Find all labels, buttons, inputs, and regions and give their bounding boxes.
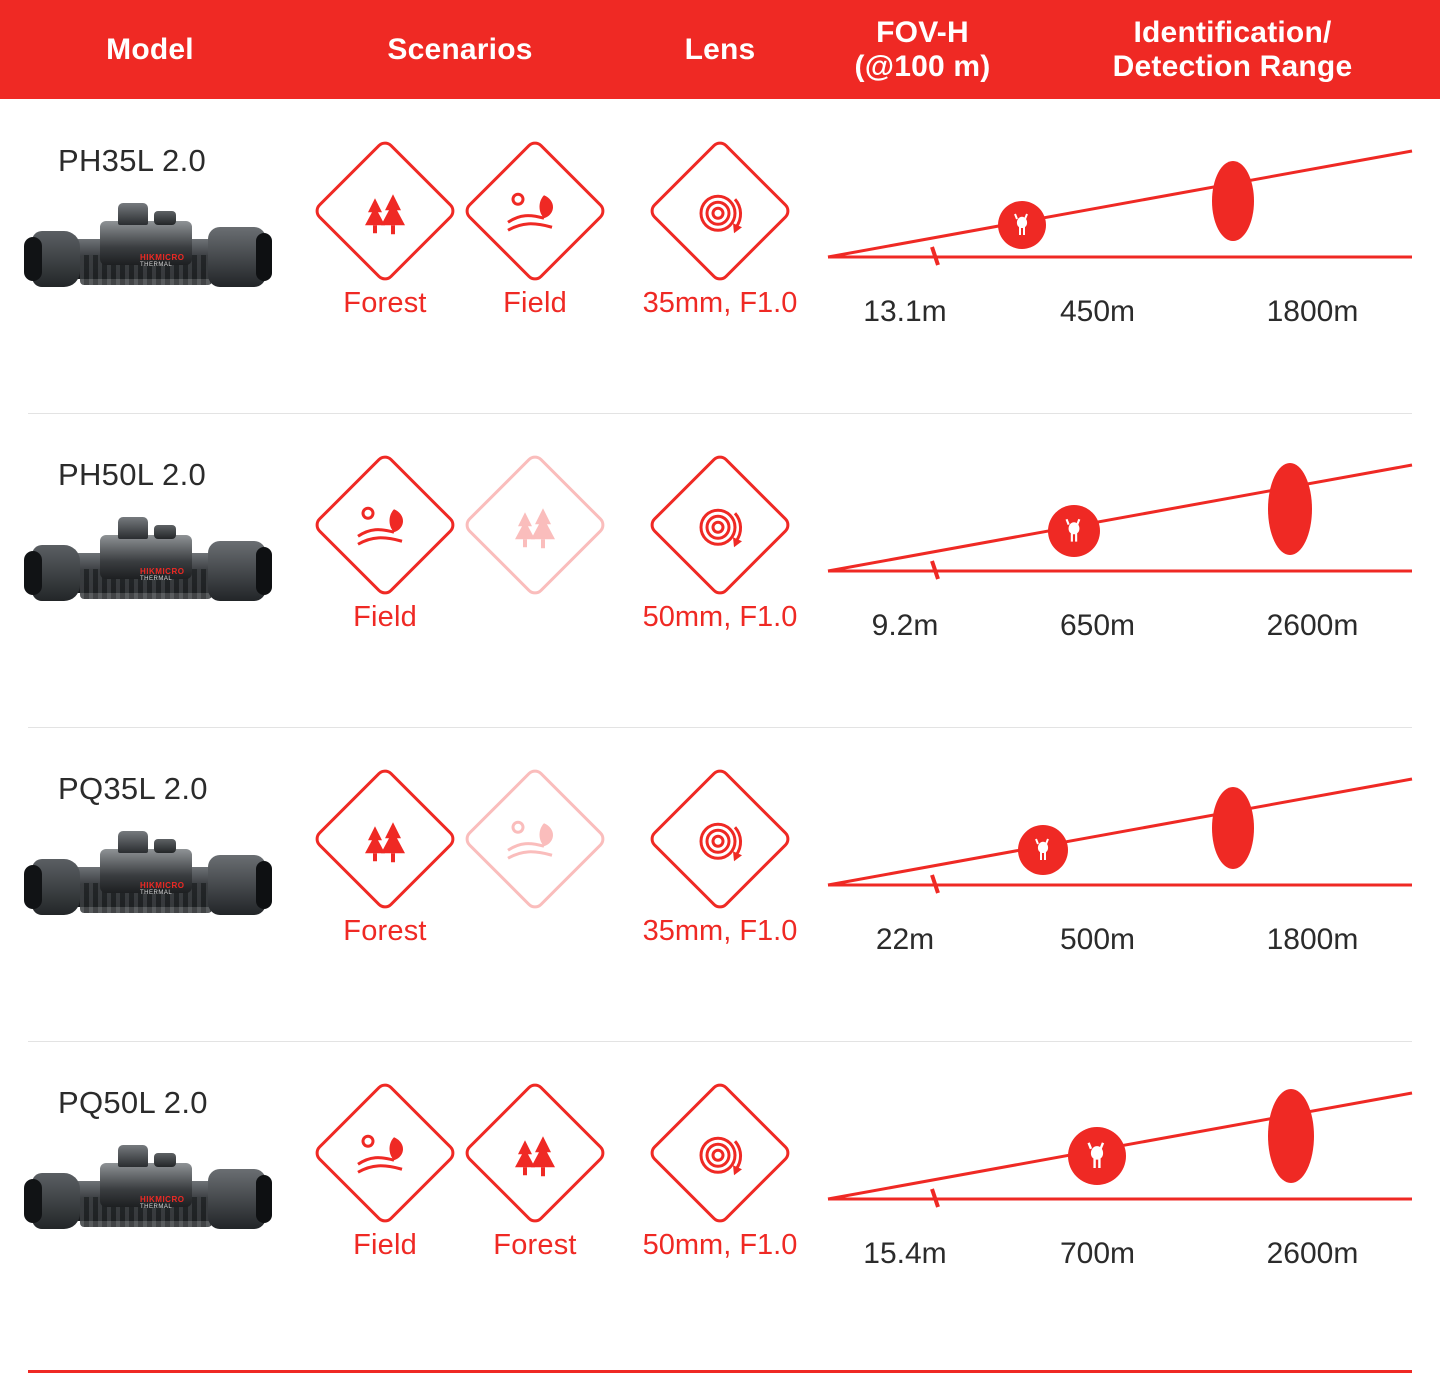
model-name: PQ50L 2.0 (58, 1085, 208, 1120)
range-diagram (820, 767, 1420, 917)
range-values (820, 1237, 1420, 1271)
lens-cell (620, 1041, 820, 1262)
table-row (0, 1041, 1440, 1355)
range-values (820, 923, 1420, 957)
scenario-label: Field (353, 1229, 417, 1261)
lens-aperture-icon (646, 1079, 793, 1226)
header-fov-h (820, 16, 1025, 83)
identification-marker (1068, 1127, 1126, 1185)
lens-cell (620, 99, 820, 320)
identification-marker (1018, 825, 1068, 875)
field-sun-icon (311, 451, 458, 598)
header-fov-line2: (@100 m) (854, 49, 991, 83)
detection-marker (1268, 463, 1312, 555)
header-range (1025, 16, 1440, 83)
range-diagram (820, 1081, 1420, 1231)
device-image: HIKMICRO THERMAL (0, 1143, 300, 1253)
field-sun-icon (461, 765, 608, 912)
scenario-field[interactable] (321, 1089, 449, 1262)
scenario-label: Forest (343, 287, 427, 319)
forest-trees-icon (311, 765, 458, 912)
model-cell (0, 413, 300, 625)
header-range-line2: Detection Range (1112, 49, 1353, 83)
fov-h-value: 15.4m (863, 1237, 947, 1270)
range-cell (820, 727, 1440, 957)
model-cell (0, 1041, 300, 1253)
header-fov-line1: FOV-H (876, 15, 969, 49)
range-cell (820, 1041, 1440, 1271)
identification-marker (998, 201, 1046, 249)
lens-aperture-icon (646, 765, 793, 912)
identification-range-value: 700m (1059, 1237, 1136, 1270)
identification-range-value: 500m (1059, 923, 1136, 956)
scenarios-cell (300, 413, 620, 634)
scenario-forest[interactable] (321, 147, 449, 320)
table-row (0, 99, 1440, 413)
scenario-forest-disabled[interactable] (471, 461, 599, 634)
forest-trees-icon (461, 451, 608, 598)
range-values (820, 609, 1420, 643)
detection-marker (1212, 787, 1254, 869)
header-range-line1: Identification/ (1133, 15, 1332, 49)
lens-aperture-icon (646, 137, 793, 284)
table-row (0, 413, 1440, 727)
scenario-field[interactable] (471, 147, 599, 320)
model-cell (0, 727, 300, 939)
bottom-rule (28, 1370, 1412, 1373)
scenario-label: Field (503, 287, 567, 319)
model-name: PH35L 2.0 (58, 143, 207, 178)
model-name: PH50L 2.0 (58, 457, 207, 492)
forest-trees-icon (461, 1079, 608, 1226)
forest-trees-icon (311, 137, 458, 284)
identification-range-value: 450m (1059, 295, 1136, 328)
lens-label: 50mm, F1.0 (642, 1229, 798, 1261)
range-diagram (820, 453, 1420, 603)
lens-label: 35mm, F1.0 (642, 915, 798, 947)
fov-h-value: 22m (875, 923, 935, 956)
detection-marker (1268, 1089, 1314, 1183)
lens-label: 35mm, F1.0 (642, 287, 798, 319)
header-model: Model (106, 32, 194, 66)
scenario-field[interactable] (321, 461, 449, 634)
detection-range-value: 1800m (1266, 923, 1359, 956)
scenario-forest[interactable] (321, 775, 449, 948)
table-header (0, 0, 1440, 99)
scenario-label: Forest (343, 915, 427, 947)
model-name: PQ35L 2.0 (58, 771, 208, 806)
device-image: HIKMICRO THERMAL (0, 515, 300, 625)
range-cell (820, 413, 1440, 643)
identification-range-value: 650m (1059, 609, 1136, 642)
detection-range-value: 2600m (1266, 1237, 1359, 1270)
device-image: HIKMICRO THERMAL (0, 829, 300, 939)
lens-cell (620, 727, 820, 948)
lens-cell (620, 413, 820, 634)
lens-label: 50mm, F1.0 (642, 601, 798, 633)
range-cell (820, 99, 1440, 329)
scenarios-cell (300, 99, 620, 320)
fov-h-value: 9.2m (871, 609, 939, 642)
model-cell (0, 99, 300, 311)
range-diagram (820, 139, 1420, 289)
fov-h-value: 13.1m (863, 295, 947, 328)
header-lens: Lens (684, 32, 756, 66)
scenarios-cell (300, 727, 620, 948)
field-sun-icon (311, 1079, 458, 1226)
table-row (0, 727, 1440, 1041)
field-sun-icon (461, 137, 608, 284)
scenario-field-disabled[interactable] (471, 775, 599, 948)
scenario-label: Forest (493, 1229, 577, 1261)
detection-marker (1212, 161, 1254, 241)
header-scenarios: Scenarios (387, 32, 533, 66)
detection-range-value: 2600m (1266, 609, 1359, 642)
lens-aperture-icon (646, 451, 793, 598)
scenario-forest[interactable] (471, 1089, 599, 1262)
identification-marker (1048, 505, 1100, 557)
detection-range-value: 1800m (1266, 295, 1359, 328)
scenario-label: Field (353, 601, 417, 633)
device-image: HIKMICRO THERMAL (0, 201, 300, 311)
range-values (820, 295, 1420, 329)
scenarios-cell (300, 1041, 620, 1262)
